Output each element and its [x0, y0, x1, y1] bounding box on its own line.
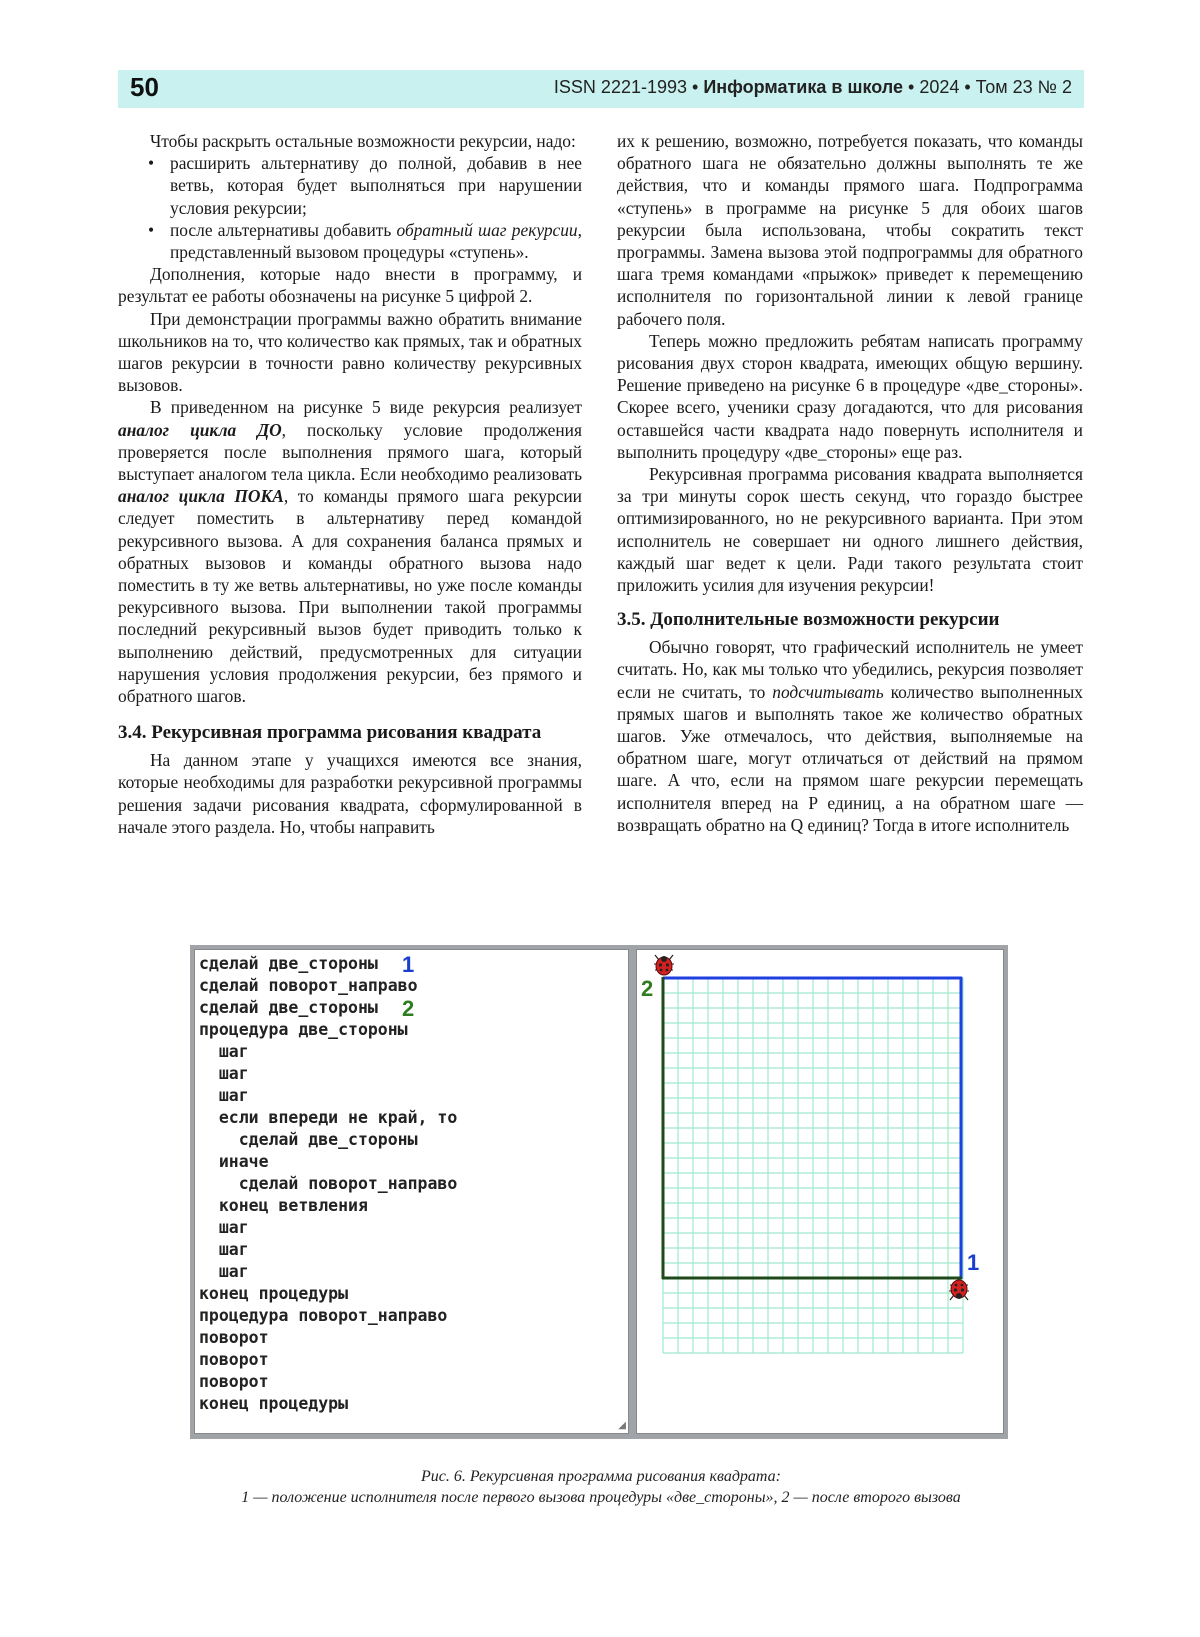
paragraph: На данном этапе у учащихся имеются все знания, которые необходимы для разработки рекурсивной программы решения задачи рисования квадрата, сформулированной в начале этого раздела. Но, чтобы направить: [118, 750, 582, 837]
code-line: сделай две_стороны: [199, 1130, 418, 1149]
code-line: если впереди не край, то: [199, 1108, 458, 1127]
marker-1-field-label: 1: [967, 1250, 980, 1275]
section-heading: 3.4. Рекурсивная программа рисования квадрата: [118, 722, 542, 744]
paragraph-text: Обычно говорят, что графический исполнитель не умеет считать. Но, как мы только что убедились, рекурсия позволяет если не считать, то: [617, 637, 1083, 702]
paragraph: Рекурсивная программа рисования квадрата выполняется за три минуты сорок шесть секунд, что гораздо быстрее оптимизированного, но не рекурсивного варианта. При этом исполнитель не совершает ни одного лишнего действия, каждый шаг ведет к цели. Ради такого результата стоит приложить усилия для изучения рекурсии!: [617, 464, 1083, 596]
code-line: процедура две_стороны: [199, 1020, 408, 1039]
code-line: сделай поворот_направо: [199, 1174, 458, 1193]
code-line: шаг: [199, 1262, 249, 1281]
journal-info: ISSN 2221-1993 • Информатика в школе • 2024 • Том 23 № 2: [553, 77, 1072, 97]
code-line: шаг: [199, 1218, 249, 1237]
code-line: конец ветвления: [199, 1196, 368, 1215]
list-item-text: расширить альтернативу до полной, добавив в нее ветвь, которая будет выполняться при нарушении условия рекурсии;: [170, 153, 582, 218]
code-line: поворот: [199, 1328, 269, 1347]
paragraph: их к решению, возможно, потребуется показать, что команды обратного шага не обязательно должны выполнять те же действия, что и команды прямого шага. Подпрограмма «ступень» в программе на рисунке 5 для обоих шагов рекурсии была использована, чтобы сократить текст программы. Замена вызова этой подпрограммы для обратного шага тремя командами «прыжок» приведет к перемещению исполнителя по горизонтальной линии к левой границе рабочего поля.: [617, 131, 1083, 329]
code-line: шаг: [199, 1064, 249, 1083]
issn: ISSN 2221-1993: [553, 77, 688, 97]
emphasis: подсчитывать: [772, 681, 884, 702]
program-code-panel: [194, 949, 629, 1434]
list-item-text: , представленный вызовом процедуры «ступень».: [170, 219, 582, 263]
paragraph: [617, 636, 1083, 836]
paragraph-text: количество выполненных прямых шагов и выполнять такое же количество обратных шагов. Уже отмечалось, что действия, выполняемые на обратном шаге, могут отличаться от действий на прямом шаге. А что, если на прямом шаге рекурсии перемещать исполнителя вперед на P единиц, а на обратном шаге — возвращать обратно на Q единиц? Тогда в итоге исполнитель: [617, 681, 1083, 835]
drawing-field: [637, 950, 1003, 1433]
marker-1-label: 1: [402, 952, 415, 977]
code-line: процедура поворот_направо: [199, 1306, 448, 1325]
paragraph: Дополнения, которые надо внести в программу, и результат ее работы обозначены на рисунке 5 цифрой 2.: [118, 264, 582, 307]
paragraph: Теперь можно предложить ребятам написать программу рисования двух сторон квадрата, имеющих общую вершину. Решение приведено на рисунке 6 в процедуре «две_стороны». Скорее всего, ученики сразу догадаются, что для рисования оставшейся части квадрата надо повернуть исполнителя и выполнить процедуру «две_стороны» еще раз.: [617, 330, 1083, 462]
emphasis: аналог цикла ПОКА: [118, 486, 284, 507]
code-line: сделай поворот_направо: [199, 976, 418, 995]
left-column: [118, 130, 582, 838]
bullet-list: [118, 152, 582, 263]
paragraph-text: , то команды прямого шага рекурсии следует поместить в альтернативу перед командой рекурсивного вызова. А для сохранения баланса прямых и обратных вызовов и команды обратного вызова надо поместить в ту же ветвь альтернативы, но уже после команды рекурсивного вызова. При выполнении такой программы последний рекурсивный вызов будет приводить только к выполнению действий, предусмотренных для ситуации нарушения условия продолжения рекурсии, без прямого и обратного шагов.: [118, 486, 582, 707]
bullet-icon: •: [148, 219, 155, 240]
caption-legend: 1 — положение исполнителя после первого вызова процедуры «две_стороны», 2 — после второго вызова: [241, 1489, 961, 1506]
emphasis: аналог цикла ДО: [118, 419, 282, 440]
emphasis: обратный шаг рекурсии: [396, 219, 578, 240]
volume: Том 23 № 2: [975, 77, 1072, 97]
paragraph-text: Чтобы раскрыть остальные возможности рекурсии, надо:: [150, 131, 576, 151]
figure-caption: [118, 1466, 1084, 1508]
code-line: сделай две_стороны: [199, 954, 378, 973]
code-line: шаг: [199, 1042, 249, 1061]
code-line: конец процедуры: [199, 1394, 349, 1413]
code-line: конец процедуры: [199, 1284, 349, 1303]
right-column: [617, 130, 1083, 836]
list-item: [118, 219, 582, 263]
marker-2-field-label: 2: [641, 976, 654, 1001]
code-line: шаг: [199, 1086, 249, 1105]
code-line: поворот: [199, 1372, 269, 1391]
code-line: поворот: [199, 1350, 269, 1369]
caption-title: Рис. 6. Рекурсивная программа рисования квадрата:: [420, 1468, 782, 1485]
grid: [663, 978, 963, 1353]
year: 2024: [919, 77, 960, 97]
paragraph: При демонстрации программы важно обратить внимание школьников на то, что количество как прямых, так и обратных шагов рекурсии в точности равно количеству рекурсивных вызовов.: [118, 308, 582, 396]
running-header: [118, 70, 1084, 108]
paragraph-text: , поскольку условие продолжения проверяется после выполнения прямого шага, который выступает аналогом тела цикла. Если необходимо реализовать: [118, 419, 582, 485]
drawing-field-panel: [636, 949, 1004, 1434]
paragraph: [118, 396, 582, 707]
paragraph-text: В приведенном на рисунке 5 виде рекурсия реализует: [150, 397, 582, 418]
code-line: сделай две_стороны: [199, 998, 378, 1017]
ladybug-icon: [654, 955, 674, 975]
code-line: иначе: [199, 1152, 269, 1171]
marker-2-label: 2: [402, 996, 415, 1021]
page-number: 50: [130, 72, 159, 102]
figure-6: [190, 945, 1008, 1439]
paragraph: [118, 130, 582, 152]
list-item-text: после альтернативы добавить: [170, 219, 397, 240]
journal-title: Информатика в школе: [703, 77, 903, 97]
resize-grip-icon[interactable]: ◢: [618, 1420, 626, 1431]
bullet-icon: •: [148, 153, 155, 174]
code-line: шаг: [199, 1240, 249, 1259]
ladybug-icon: [949, 1280, 969, 1300]
section-heading: 3.5. Дополнительные возможности рекурсии: [617, 609, 1000, 631]
list-item: [118, 152, 582, 219]
